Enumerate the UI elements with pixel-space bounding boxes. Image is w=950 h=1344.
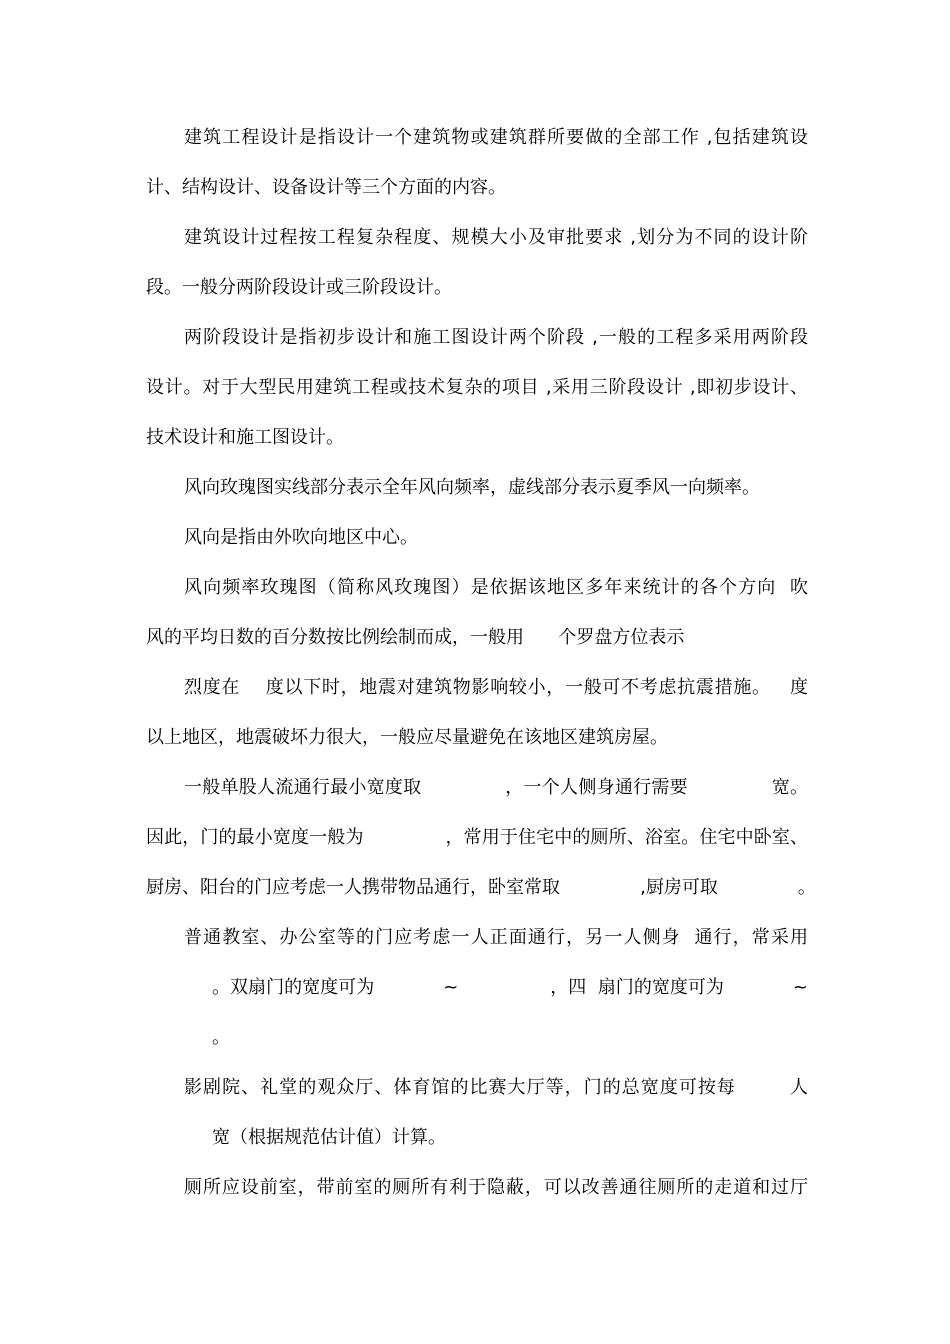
paragraph-3-line-3: 技术设计和施工图设计。 [146,427,344,448]
paragraph-5-line-1: 风向是指由外吹向地区中心。 [184,527,418,548]
paragraph-3-line-1: 两阶段设计是指初步设计和施工图设计两个阶段 ,一般的工程多采用两阶段 [184,327,808,348]
paragraph-1-line-2: 计、结构设计、设备设计等三个方面的内容。 [146,177,506,198]
paragraph-8-line-1: 一般单股人流通行最小宽度取 ，一个人侧身通行需要 宽。 [184,777,808,798]
paragraph-1-line-1: 建筑工程设计是指设计一个建筑物或建筑群所要做的全部工作 ,包括建筑设 [184,127,808,148]
paragraph-3-line-2: 设计。对于大型民用建筑工程或技术复杂的项目 ,采用三阶段设计 ,即初步设计、 [146,377,808,398]
paragraph-7-line-2: 以上地区，地震破坏力很大，一般应尽量避免在该地区建筑房屋。 [146,727,668,748]
paragraph-11-line-1: 厕所应设前室，带前室的厕所有利于隐蔽，可以改善通往厕所的走道和过厅 [184,1177,808,1198]
paragraph-8-line-3: 厨房、阳台的门应考虑一人携带物品通行，卧室常取 ,厨房可取 。 [146,877,816,898]
paragraph-8-line-2: 因此，门的最小宽度一般为 ，常用于住宅中的厕所、浴室。住宅中卧室、 [146,827,808,848]
paragraph-10-line-1: 影剧院、礼堂的观众厅、体育馆的比赛大厅等，门的总宽度可按每 人 [184,1077,808,1098]
paragraph-6-line-1: 风向频率玫瑰图（简称风玫瑰图）是依据该地区多年来统计的各个方向 吹 [184,577,808,598]
paragraph-10-line-2: 宽（根据规范估计值）计算。 [212,1127,446,1148]
paragraph-4-line-1: 风向玫瑰图实线部分表示全年风向频率，虚线部分表示夏季风一向频率。 [184,477,760,498]
paragraph-9-line-3: 。 [212,1027,230,1048]
paragraph-9-line-1: 普通教室、办公室等的门应考虑一人正面通行，另一人侧身 通行，常采用 [184,927,808,948]
paragraph-2-line-1: 建筑设计过程按工程复杂程度、规模大小及审批要求 ,划分为不同的设计阶 [184,227,808,248]
paragraph-2-line-2: 段。一般分两阶段设计或三阶段设计。 [146,277,452,298]
paragraph-9-line-2: 。双扇门的宽度可为 ~ ，四 扇门的宽度可为 ~ [212,977,808,998]
paragraph-7-line-1: 烈度在 度以下时，地震对建筑物影响较小，一般可不考虑抗震措施。 度 [184,677,808,698]
paragraph-6-line-2: 风的平均日数的百分数按比例绘制而成，一般用 个罗盘方位表示 [146,627,685,648]
